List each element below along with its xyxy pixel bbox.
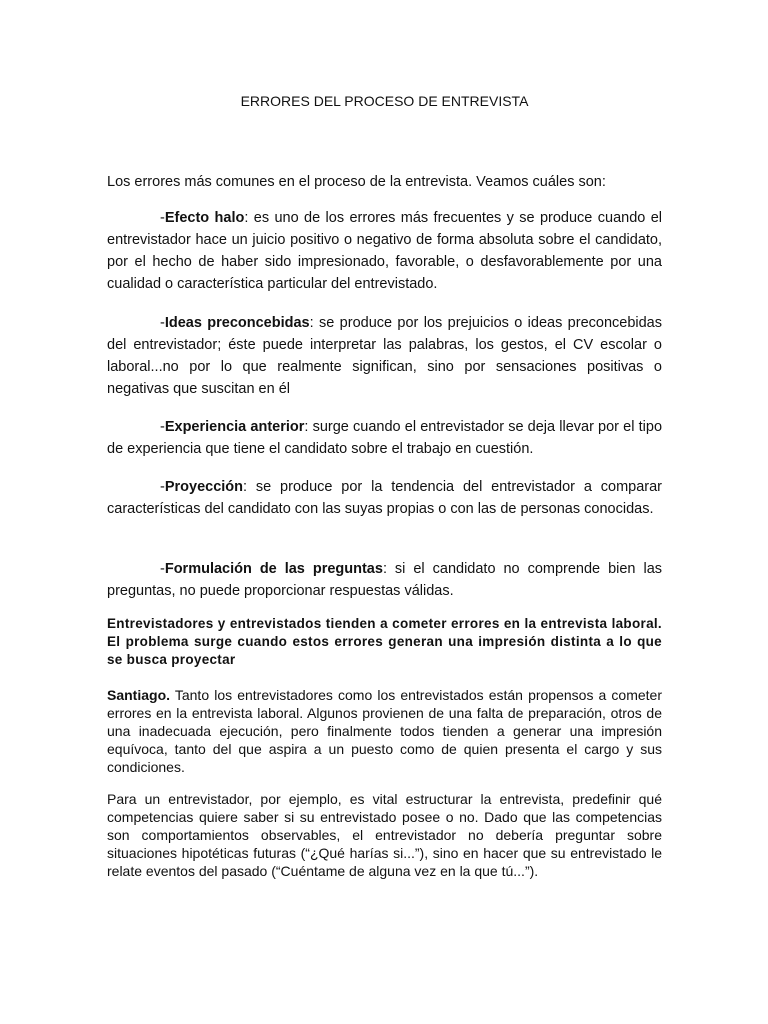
lead-paragraph: Entrevistadores y entrevistados tienden a cometer errores en la entrevista laboral. El problema surge cuando estos errores generan una impresión distinta a lo que se busca proyectar — [107, 616, 662, 667]
error-item-proyeccion: -Proyección: se produce por la tendencia del entrevistador a comparar características del candidato con las suyas propias o con las de personas conocidas. — [107, 479, 662, 517]
error-term: Ideas preconcebidas — [164, 315, 310, 331]
error-item-efecto-halo: -Efecto halo: es uno de los errores más frecuentes y se produce cuando el entrevistador hace un juicio positivo o negativo de forma absoluta sobre el candidato, por el hecho de haber sido impresionado, favorable, o desfavorablemente por una cualidad o característica particular del entrevistado. — [107, 210, 662, 292]
body-paragraph-1-text: Tanto los entrevistadores como los entrevistados están propensos a cometer errores en la entrevista laboral. Algunos provienen de una falta de preparación, otros de una inadecuada ejecución, pero finalmente todos tienden a generar una impresión equívoca, tanto del que aspira a un puesto como de quien presenta el cargo y sus condiciones. — [107, 687, 662, 775]
error-description: : se produce por la tendencia del entrevistador a comparar características del candidato con las suyas propias o con las de personas conocidas. — [107, 479, 662, 517]
document-title: ERRORES DEL PROCESO DE ENTREVISTA — [240, 93, 529, 109]
body-paragraph-1 — [107, 686, 662, 776]
error-description: : si el candidato no comprende bien las preguntas, no puede proporcionar respuestas válidas. — [107, 561, 663, 599]
error-term: Experiencia anterior — [164, 419, 305, 435]
error-item-ideas-preconcebidas: -Ideas preconcebidas: se produce por los prejuicios o ideas preconcebidas del entrevistador; éste puede interpretar las palabras, los gestos, el CV escolar o laboral...no por lo que realmente significan, sino por sensaciones positivas o negativas que suscitan en él — [107, 315, 662, 397]
error-description: : surge cuando el entrevistador se deja llevar por el tipo de experiencia que tiene el candidato sobre el trabajo en cuestión. — [107, 419, 663, 457]
body-paragraph-2: Para un entrevistador, por ejemplo, es vital estructurar la entrevista, predefinir qué competencias quiere saber si su entrevistado posee o no. Dado que las competencias son comportamientos observables, el entrevistador no debería preguntar sobre situaciones hipotéticas futuras (“¿Qué harías si...”), sino en hacer que su entrevistado le relate eventos del pasado (“Cuéntame de alguna vez en la que tú...”). — [107, 791, 662, 879]
error-item-formulacion: -Formulación de las preguntas: si el candidato no comprende bien las preguntas, no puede proporcionar respuestas válidas. — [107, 561, 663, 599]
error-description: : es uno de los errores más frecuentes y se produce cuando el entrevistador hace un juicio positivo o negativo de forma absoluta sobre el candidato, por el hecho de haber sido impresionado, favorable, o desfavorablemente por una cualidad o característica particular del entrevistado. — [107, 210, 662, 292]
error-term: Proyección — [164, 479, 244, 495]
error-term: Formulación de las preguntas — [164, 561, 383, 577]
intro-text: Los errores más comunes en el proceso de la entrevista. Veamos cuáles son: — [107, 174, 606, 190]
error-description: : se produce por los prejuicios o ideas preconcebidas del entrevistador; éste puede interpretar las palabras, los gestos, el CV escolar o laboral...no por lo que realmente significan, sino por sensaciones positivas o negativas que suscitan en él — [107, 315, 662, 397]
dateline: Santiago. — [107, 687, 171, 703]
error-item-experiencia-anterior: -Experiencia anterior: surge cuando el entrevistador se deja llevar por el tipo de experiencia que tiene el candidato sobre el trabajo en cuestión. — [107, 419, 663, 457]
error-term: Efecto halo — [164, 210, 245, 226]
